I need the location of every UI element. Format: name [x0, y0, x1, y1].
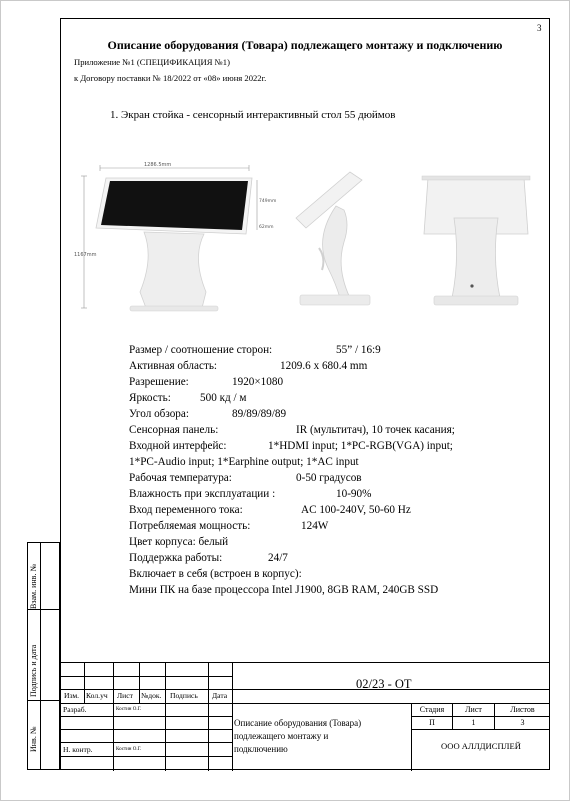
spec-label: Сенсорная панель:	[129, 424, 219, 436]
spec-value: IR (мультитач), 10 точек касания;	[296, 424, 455, 436]
spec-value: 10-90%	[336, 488, 372, 500]
stage-value: П	[429, 718, 435, 727]
stamp-vzam-label-cell	[27, 542, 41, 610]
spec-value: 55” / 16:9	[336, 344, 381, 356]
stamp-podpis-label: Подпись и дата	[29, 644, 38, 697]
spec-label: Рабочая температура:	[129, 472, 232, 484]
spec-value: AC 100-240V, 50-60 Hz	[301, 504, 411, 516]
appendix-line: Приложение №1 (СПЕЦИФИКАЦИЯ №1)	[74, 57, 230, 67]
spec-label: Угол обзора:	[129, 408, 189, 420]
sheet-value: 1	[471, 718, 476, 727]
front-view-image	[74, 162, 276, 311]
header-izm: Изм.	[64, 691, 80, 700]
stage-label: Стадия	[419, 705, 445, 714]
spec-label: Включает в себя (встроен в корпус):	[129, 568, 302, 580]
developed-name: Костин О.Г.	[116, 707, 142, 712]
side-view-image	[296, 172, 370, 305]
spec-label: Мини ПК на базе процессора Intel J1900, 8GB RAM, 240GB SSD	[129, 584, 439, 596]
spec-label: 1*PC-Audio input; 1*Earphine output; 1*AC input	[129, 456, 359, 468]
item-heading: 1. Экран стойка - сенсорный интерактивный стол 55 дюймов	[110, 109, 396, 121]
spec-label: Потребляемая мощность:	[129, 520, 251, 532]
spec-value: 1209.6 x 680.4 mm	[280, 360, 368, 372]
title-block	[60, 662, 550, 771]
product-images	[74, 158, 534, 318]
stamp-podpis-label-cell	[27, 609, 41, 701]
sheet-label: Лист	[465, 705, 482, 714]
dimension-depth-label: 62mm	[259, 225, 274, 230]
back-view-image	[422, 176, 530, 305]
control-name: Костин О.Г.	[116, 747, 142, 752]
stamp-vzam-label: Взам. инв. №	[29, 563, 38, 609]
stamp-inv-label: Инв. №	[29, 726, 38, 752]
dimension-screen-label: 749mm	[259, 199, 277, 204]
spec-label: Входной интерфейс:	[129, 440, 227, 452]
sheets-label: Листов	[510, 705, 535, 714]
spec-value: 0-50 градусов	[296, 472, 362, 484]
spec-label: Поддержка работы:	[129, 552, 223, 564]
header-date: Дата	[212, 691, 228, 700]
control-label: Н. контр.	[63, 745, 93, 754]
company-name: ООО АЛЛДИСПЛЕЙ	[441, 741, 521, 751]
spec-value: 124W	[301, 520, 329, 532]
spec-label: Активная область:	[129, 360, 218, 372]
spec-label: Вход переменного тока:	[129, 504, 243, 516]
stamp-inv-label-cell	[27, 700, 41, 770]
spec-label: Влажность при эксплуатации :	[129, 488, 276, 500]
page-number: 3	[537, 23, 542, 33]
dimension-height-label: 1167mm	[74, 252, 97, 258]
document-code: 02/23 - ОТ	[356, 677, 412, 691]
sheets-value: 3	[520, 718, 525, 727]
spec-value: 1*HDMI input; 1*PC-RGB(VGA) input;	[268, 440, 453, 452]
document-title: Описание оборудования (Товара) подлежащего монтажу и подключению	[107, 38, 503, 52]
header-list: Лист	[117, 691, 133, 700]
description-line-1: Описание оборудования (Товара)	[234, 718, 362, 728]
contract-line: к Договору поставки № 18/2022 от «08» июня 2022г.	[74, 73, 267, 83]
stamp-inv-value-cell	[40, 700, 60, 770]
spec-label: Цвет корпуса: белый	[129, 536, 229, 548]
spec-value: 89/89/89/89	[232, 408, 287, 420]
spec-value: 24/7	[268, 552, 288, 564]
spec-label: Яркость:	[129, 392, 171, 404]
header-kol-uch: Кол.уч	[86, 691, 108, 700]
header-signature: Подпись	[170, 691, 198, 700]
header-doc-no: №док.	[141, 691, 162, 700]
stamp-podpis-value-cell	[40, 609, 60, 701]
description-line-3: подключению	[234, 744, 288, 754]
dimension-width-label: 1286.5mm	[144, 162, 172, 168]
spec-value: 500 кд / м	[200, 392, 247, 404]
stamp-vzam-value-cell	[40, 542, 60, 610]
spec-label: Разрешение:	[129, 376, 189, 388]
spec-value: 1920×1080	[232, 376, 284, 388]
spec-label: Размер / соотношение сторон:	[129, 344, 273, 356]
developed-label: Разраб.	[63, 705, 87, 714]
description-line-2: подлежащего монтажу и	[234, 731, 329, 741]
